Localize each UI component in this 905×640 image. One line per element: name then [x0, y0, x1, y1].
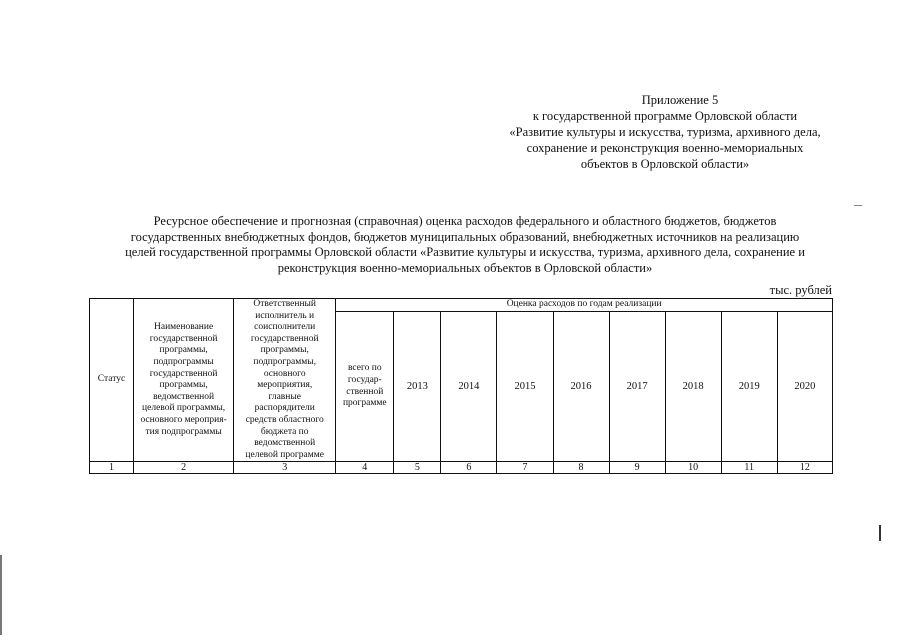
header-name-line: подпрограммы [153, 356, 214, 367]
header-executor [234, 299, 336, 462]
appendix-number: Приложение 5 [641, 93, 719, 107]
header-estimate: Оценка расходов по годам реализации [336, 299, 833, 312]
header-year: 2015 [497, 312, 553, 462]
header-name-line: ведомственной [153, 391, 215, 402]
appendix-line: сохранение и реконструкция военно-мемориальных [526, 141, 804, 155]
header-executor-line: основного [263, 368, 306, 379]
header-executor-line: целевой программе [245, 449, 324, 460]
header-total-line: ственной [346, 386, 384, 397]
header-executor-line: ведомственной [254, 438, 316, 449]
header-executor-line: подпрограммы, [253, 356, 317, 367]
column-number: 1 [90, 462, 134, 474]
document-title [95, 214, 835, 276]
header-total-line: всего по [347, 363, 382, 374]
header-executor-line: бюджета по [260, 426, 309, 437]
header-name [134, 299, 234, 462]
header-executor-line: мероприятия, [257, 380, 313, 391]
header-name-line: программы, [159, 380, 208, 391]
scan-speck [879, 525, 881, 541]
scan-speck [854, 205, 862, 206]
title-line: Ресурсное обеспечение и прогнозная (справочная) оценка расходов федерального и областного бюджетов, бюджетов [153, 214, 777, 228]
header-total-line: программе [342, 398, 387, 409]
header-name-line: основного мероприя- [140, 414, 227, 425]
appendix-line: «Развитие культуры и искусства, туризма, архивного дела, [509, 125, 821, 139]
header-name-line: Наименование [154, 322, 214, 333]
title-line: реконструкция военно-мемориальных объектов в Орловской области» [277, 260, 653, 275]
header-executor-line: соисполнители [254, 322, 316, 333]
title-line: государственных внебюджетных фондов, бюджетов муниципальных образований, внебюджетных источников на реализацию [130, 229, 800, 244]
column-number: 8 [553, 462, 609, 474]
appendix-header [470, 92, 860, 172]
column-number: 2 [134, 462, 234, 474]
header-name-line: государственной [149, 333, 218, 344]
header-year: 2019 [721, 312, 777, 462]
appendix-line: к государственной программе Орловской области [532, 109, 798, 123]
column-number: 4 [336, 462, 394, 474]
header-name-line: государственной [149, 368, 218, 379]
header-name-line: целевой программы, [142, 403, 226, 414]
header-executor-line: средств областного [245, 414, 324, 425]
units-label: тыс. рублей [769, 283, 832, 297]
column-number: 3 [234, 462, 336, 474]
column-number: 6 [441, 462, 497, 474]
header-total [336, 312, 394, 462]
header-year: 2017 [609, 312, 665, 462]
header-executor-line: исполнитель и [255, 310, 315, 321]
header-executor-line: государственной [250, 333, 319, 344]
column-number: 10 [665, 462, 721, 474]
column-number: 11 [721, 462, 777, 474]
header-year: 2016 [553, 312, 609, 462]
appendix-line: объектов в Орловской области» [580, 157, 750, 171]
header-year: 2014 [441, 312, 497, 462]
header-executor-line: главные [268, 391, 301, 402]
header-total-line: государ- [347, 375, 382, 386]
column-number: 12 [777, 462, 832, 474]
header-executor-line: программы, [260, 345, 309, 356]
column-number: 9 [609, 462, 665, 474]
header-executor-line: распорядители [254, 403, 315, 414]
column-number-row [90, 462, 833, 474]
header-executor-line: Ответственный [253, 299, 316, 309]
header-status: Статус [90, 299, 134, 462]
column-number: 7 [497, 462, 553, 474]
header-year: 2018 [665, 312, 721, 462]
header-name-line: программы, [159, 345, 208, 356]
header-year: 2020 [777, 312, 832, 462]
title-line: целей государственной программы Орловской области «Развитие культуры и искусства, туризма, архивного дела, сохранение и [125, 245, 805, 259]
budget-table [89, 298, 833, 474]
column-number: 5 [394, 462, 441, 474]
header-year: 2013 [394, 312, 441, 462]
header-name-line: тия подпрограммы [145, 426, 222, 437]
scan-edge-mark [0, 555, 2, 635]
